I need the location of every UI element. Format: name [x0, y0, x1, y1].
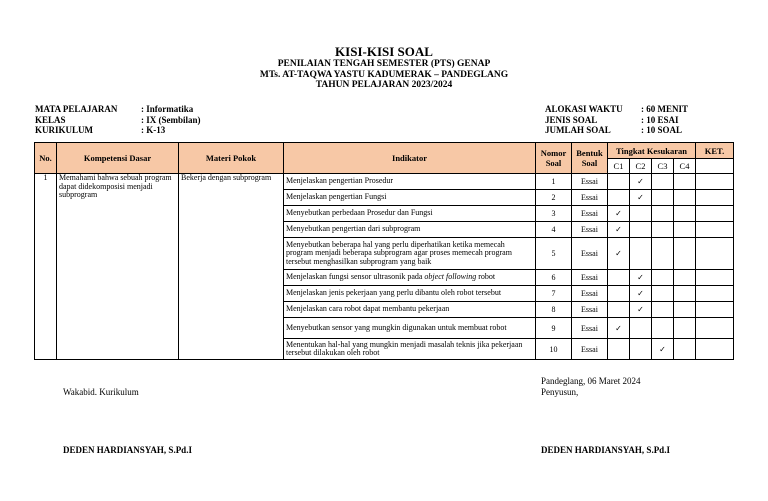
level-c3-cell [652, 222, 674, 238]
nomor-soal-cell: 5 [536, 238, 572, 270]
indikator-em-text: object following [424, 272, 477, 282]
level-c1-cell [608, 206, 630, 222]
level-c3-cell [652, 190, 674, 206]
level-c4-cell [674, 302, 696, 318]
exam-info [545, 104, 688, 136]
group-no: 1 [35, 174, 57, 360]
left-signature-role: Wakabid. Kurikulum [63, 387, 139, 397]
level-c2-cell [630, 302, 652, 318]
level-c3-cell [652, 286, 674, 302]
header-c3: C3 [652, 159, 674, 174]
level-c2-cell [630, 270, 652, 286]
level-c2-cell [630, 190, 652, 206]
kisi-kisi-table [34, 142, 734, 360]
level-c4-cell [674, 339, 696, 360]
level-c1-cell [608, 238, 630, 270]
ket-cell [696, 302, 734, 318]
bentuk-soal-cell: Essai [572, 270, 608, 286]
level-c1-cell [608, 318, 630, 339]
indikator-cell: Menyebutkan pengertian dari subprogram [284, 222, 536, 238]
level-c1-cell [608, 222, 630, 238]
meta-row [35, 125, 201, 136]
bentuk-soal-cell: Essai [572, 286, 608, 302]
check-icon: ✓ [615, 209, 622, 218]
meta-value: : 60 MENIT [641, 104, 688, 114]
check-icon: ✓ [637, 305, 644, 314]
nomor-soal-cell: 2 [536, 190, 572, 206]
meta-value: : IX (Sembilan) [141, 114, 201, 125]
level-c2-cell [630, 174, 652, 190]
level-c1-cell [608, 174, 630, 190]
level-c2-cell [630, 318, 652, 339]
nomor-soal-cell: 10 [536, 339, 572, 360]
check-icon: ✓ [615, 249, 622, 258]
bentuk-soal-cell: Essai [572, 302, 608, 318]
level-c2-cell [630, 206, 652, 222]
level-c1-cell [608, 270, 630, 286]
bentuk-soal-cell: Essai [572, 206, 608, 222]
meta-key: MATA PELAJARAN [35, 104, 118, 114]
meta-value: : 10 SOAL [641, 125, 683, 135]
school-name: MTs. AT-TAQWA YASTU KADUMERAK – PANDEGLANG [259, 69, 509, 80]
level-c4-cell [674, 238, 696, 270]
indikator-cell [284, 270, 536, 286]
level-c2-cell [630, 286, 652, 302]
level-c1-cell [608, 339, 630, 360]
meta-key: ALOKASI WAKTU [545, 104, 623, 114]
meta-value: : Informatika [141, 104, 194, 114]
level-c3-cell [652, 302, 674, 318]
academic-year: TAHUN PELAJARAN 2023/2024 [315, 80, 453, 90]
subject-info [35, 104, 201, 136]
header-materi: Materi Pokok [179, 143, 284, 174]
nomor-soal-cell: 4 [536, 222, 572, 238]
indikator-cell: Menjelaskan jenis pekerjaan yang perlu dibantu oleh robot tersebut [284, 286, 536, 302]
meta-row [545, 115, 688, 126]
indikator-cell: Menentukan hal-hal yang mungkin menjadi masalah teknis jika pekerjaan tersebut dilakukan oleh robot [284, 339, 536, 360]
level-c4-cell [674, 206, 696, 222]
header-c4: C4 [674, 159, 696, 174]
indikator-cell: Menyebutkan beberapa hal yang perlu diperhatikan ketika memecah program menjadi beberapa subprogram agar proses memecah program tersebut menghasilkan subprogram yang baik [284, 238, 536, 270]
meta-key: KURIKULUM [35, 125, 93, 135]
level-c4-cell [674, 270, 696, 286]
check-icon: ✓ [637, 177, 644, 186]
meta-row [545, 125, 688, 136]
header-c1: C1 [608, 159, 630, 174]
meta-value: : K-13 [141, 125, 166, 135]
level-c3-cell [652, 339, 674, 360]
indikator-post-text: robot [476, 272, 496, 282]
indikator-cell: Menyebutkan sensor yang mungkin digunakan untuk membuat robot [284, 318, 536, 339]
ket-cell [696, 190, 734, 206]
document-title: KISI-KISI SOAL [335, 44, 433, 59]
ket-cell [696, 174, 734, 190]
check-icon: ✓ [637, 193, 644, 202]
exam-name: PENILAIAN TENGAH SEMESTER (PTS) GENAP [277, 59, 491, 69]
level-c2-cell [630, 222, 652, 238]
nomor-soal-cell: 7 [536, 286, 572, 302]
ket-cell [696, 270, 734, 286]
header-no: No. [35, 143, 57, 174]
place-date: Pandeglang, 06 Maret 2024 [541, 376, 641, 386]
nomor-soal-cell: 9 [536, 318, 572, 339]
level-c1-cell [608, 190, 630, 206]
check-icon: ✓ [637, 289, 644, 298]
level-c4-cell [674, 174, 696, 190]
level-c3-cell [652, 174, 674, 190]
nomor-soal-cell: 1 [536, 174, 572, 190]
level-c2-cell [630, 339, 652, 360]
ket-cell [696, 339, 734, 360]
header-ket: KET. [696, 143, 734, 159]
indikator-pre-text: Menjelaskan fungsi sensor ultrasonik pada [286, 272, 425, 282]
check-icon: ✓ [637, 273, 644, 282]
left-signature-name: DEDEN HARDIANSYAH, S.Pd.I [63, 445, 192, 455]
level-c4-cell [674, 286, 696, 302]
level-c3-cell [652, 238, 674, 270]
level-c4-cell [674, 190, 696, 206]
table-row [35, 174, 734, 190]
indikator-cell: Menjelaskan cara robot dapat membantu pekerjaan [284, 302, 536, 318]
meta-row [35, 104, 201, 115]
header-nomor-soal: Nomor Soal [536, 143, 572, 174]
meta-key: JENIS SOAL [545, 114, 598, 125]
header-bentuk-soal: Bentuk Soal [572, 143, 608, 174]
level-c3-cell [652, 270, 674, 286]
header-ket-empty [696, 159, 734, 174]
level-c3-cell [652, 206, 674, 222]
ket-cell [696, 238, 734, 270]
right-signature-name: DEDEN HARDIANSYAH, S.Pd.I [541, 445, 670, 455]
ket-cell [696, 318, 734, 339]
ket-cell [696, 222, 734, 238]
level-c4-cell [674, 222, 696, 238]
meta-row [35, 115, 201, 126]
right-signature-block [541, 376, 640, 398]
header-tingkat: Tingkat Kesukaran [608, 143, 696, 159]
header-c2: C2 [630, 159, 652, 174]
check-icon: ✓ [615, 323, 622, 333]
level-c3-cell [652, 318, 674, 339]
level-c4-cell [674, 318, 696, 339]
header-indikator: Indikator [284, 143, 536, 174]
check-icon: ✓ [615, 225, 622, 234]
indikator-cell: Menjelaskan pengertian Prosedur [284, 174, 536, 190]
level-c1-cell [608, 302, 630, 318]
bentuk-soal-cell: Essai [572, 318, 608, 339]
bentuk-soal-cell: Essai [572, 222, 608, 238]
ket-cell [696, 286, 734, 302]
document-header [0, 45, 768, 91]
group-kompetensi: Memahami bahwa sebuah program dapat didekomposisi menjadi subprogram [57, 174, 179, 360]
bentuk-soal-cell: Essai [572, 174, 608, 190]
level-c1-cell [608, 286, 630, 302]
ket-cell [696, 206, 734, 222]
nomor-soal-cell: 8 [536, 302, 572, 318]
meta-row [545, 104, 688, 115]
nomor-soal-cell: 3 [536, 206, 572, 222]
bentuk-soal-cell: Essai [572, 190, 608, 206]
bentuk-soal-cell: Essai [572, 238, 608, 270]
meta-value: : 10 ESAI [641, 114, 679, 125]
meta-key: KELAS [35, 114, 66, 125]
level-c2-cell [630, 238, 652, 270]
meta-key: JUMLAH SOAL [545, 125, 611, 135]
indikator-cell: Menjelaskan pengertian Fungsi [284, 190, 536, 206]
right-signature-role: Penyusun, [541, 387, 579, 397]
group-materi: Bekerja dengan subprogram [179, 174, 284, 360]
bentuk-soal-cell: Essai [572, 339, 608, 360]
nomor-soal-cell: 6 [536, 270, 572, 286]
indikator-cell: Menyebutkan perbedaan Prosedur dan Fungsi [284, 206, 536, 222]
check-icon: ✓ [659, 344, 666, 354]
header-kompetensi: Kompetensi Dasar [57, 143, 179, 174]
